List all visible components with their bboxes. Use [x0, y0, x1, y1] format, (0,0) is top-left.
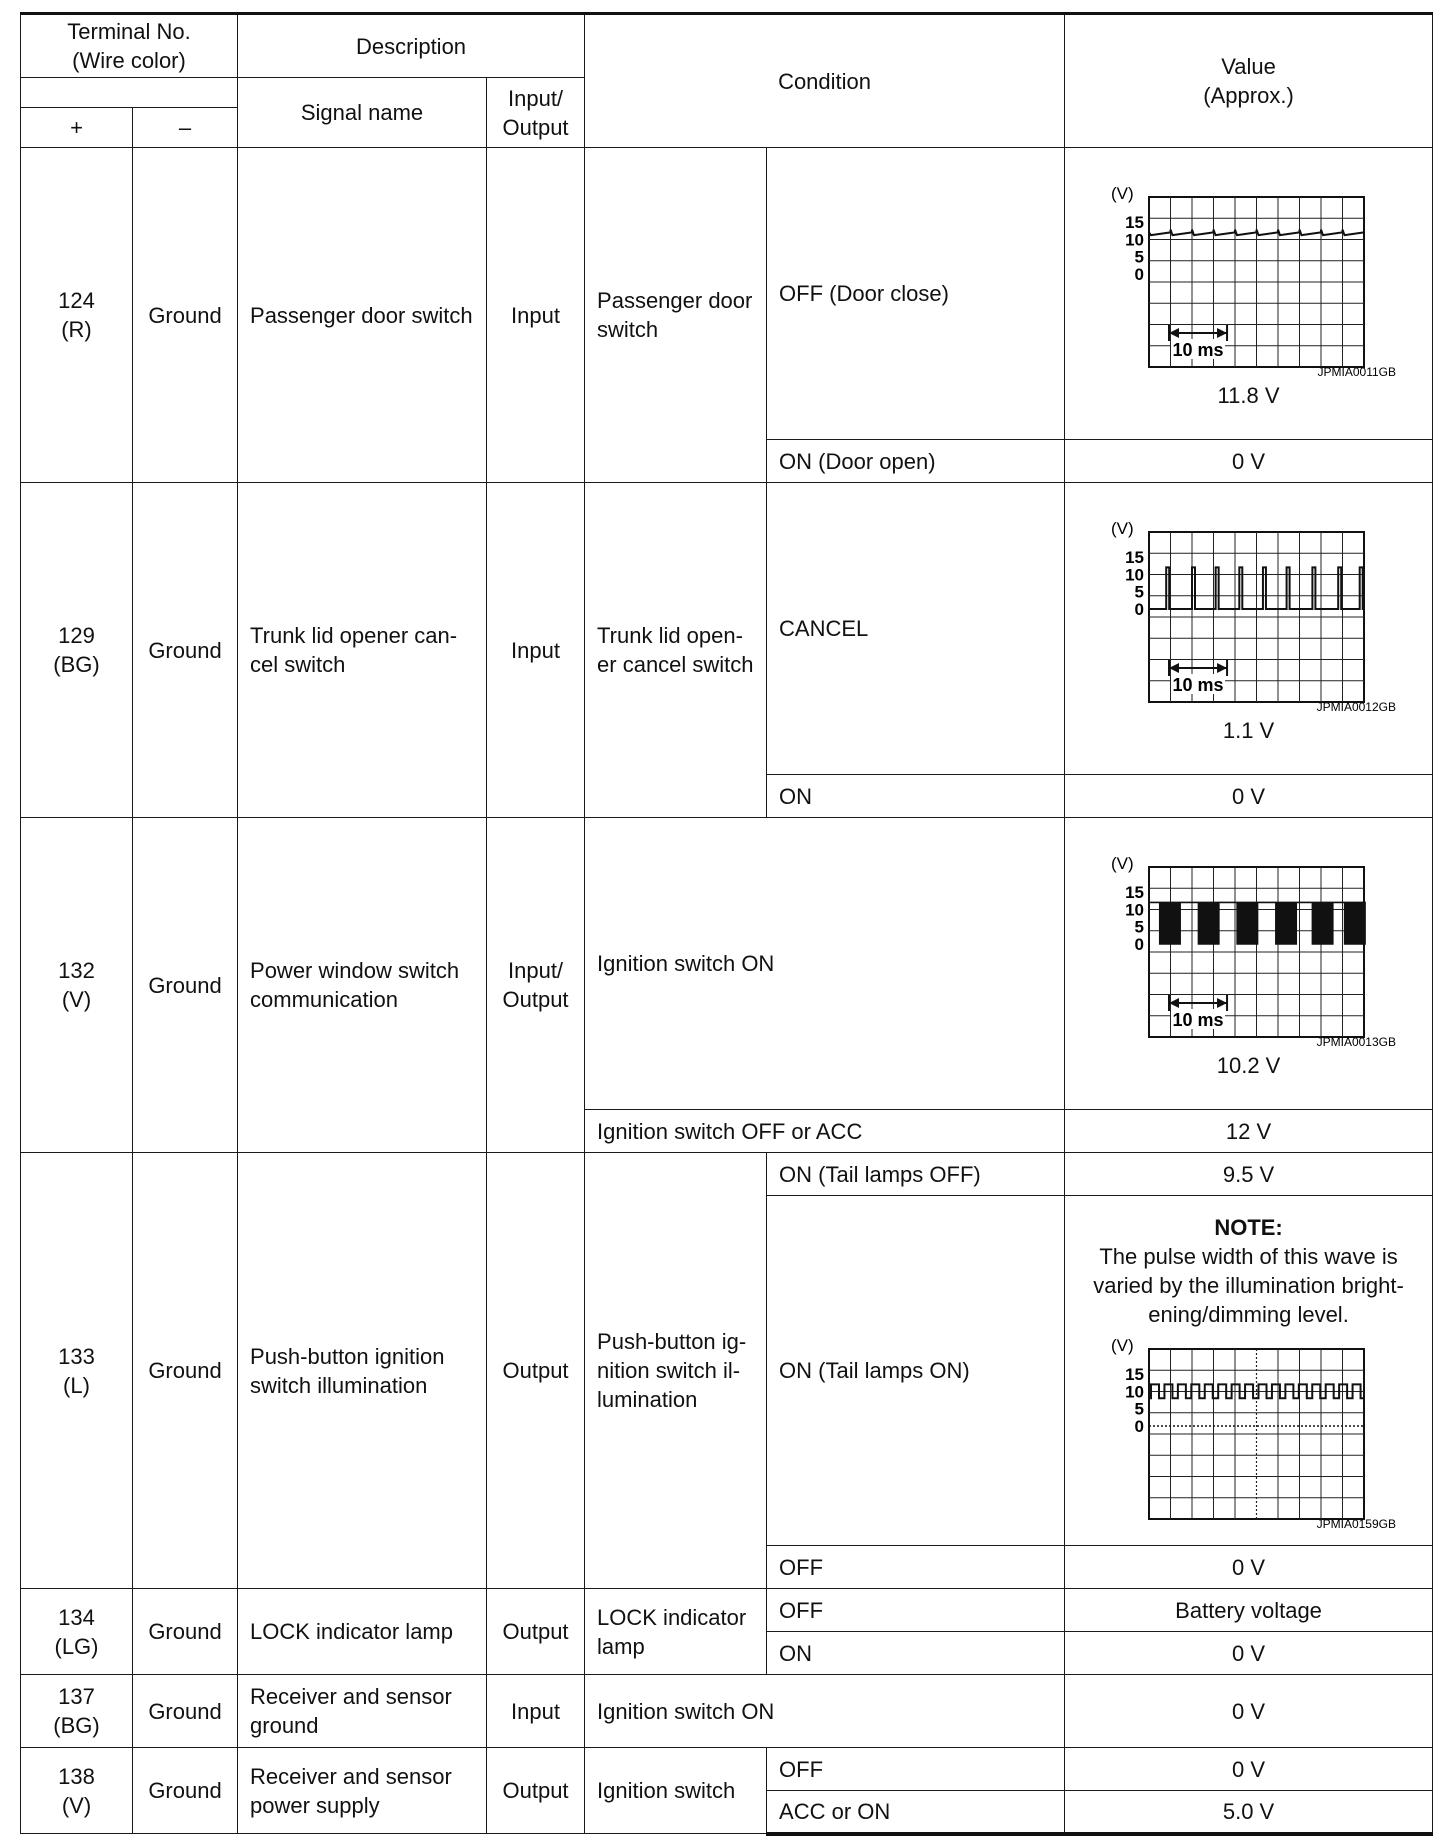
condition-124: Passenger door switch	[585, 148, 767, 483]
io-124: Input	[487, 148, 585, 483]
plus-header: +	[21, 108, 133, 148]
condition-129: Trunk lid open-er cancel switch	[585, 483, 767, 818]
value-138-off: 0 V	[1065, 1748, 1433, 1791]
waveform-124	[1099, 177, 1399, 377]
scope-tick-label: 5	[1134, 247, 1144, 267]
value-134-on: 0 V	[1065, 1632, 1433, 1675]
figure-id-label: JPMIA0013GB	[1316, 1035, 1396, 1047]
value-132-on: (V) 15 10 5 0 10 ms JPMIA0013GB 10.2 V	[1065, 818, 1433, 1110]
value-133-tail-off: 9.5 V	[1065, 1153, 1433, 1196]
terminal-132: 132 (V)	[21, 818, 133, 1153]
scope-tick-label: 10	[1124, 900, 1144, 920]
figure-id-label: JPMIA0159GB	[1316, 1516, 1396, 1529]
signal-133: Push-button ignition switch illumination	[238, 1153, 487, 1589]
waveform-129	[1099, 512, 1399, 712]
description-header: Description	[238, 14, 585, 78]
io-133: Output	[487, 1153, 585, 1589]
ground-129: Ground	[133, 483, 238, 818]
ground-133: Ground	[133, 1153, 238, 1589]
value-138-on: 5.0 V	[1065, 1791, 1433, 1834]
note-text: The pulse width of this wave is varied by the illumination bright-ening/dimming level.	[1093, 1243, 1404, 1327]
state-134-on: ON	[767, 1632, 1065, 1675]
scope-tick-label: 5	[1134, 1399, 1144, 1419]
note-title: NOTE:	[1214, 1214, 1283, 1240]
terminal-no-header-spacer	[21, 78, 238, 108]
condition-134: LOCK indicator lamp	[585, 1589, 767, 1675]
scope-tick-label: 0	[1134, 265, 1144, 284]
signal-134: LOCK indicator lamp	[238, 1589, 487, 1675]
scope-tick-label: 0	[1134, 1416, 1144, 1436]
scope-unit-label: (V)	[1110, 519, 1134, 538]
value-133-tail-on	[1065, 1196, 1433, 1546]
state-133-tail-off: ON (Tail lamps OFF)	[767, 1153, 1065, 1196]
io-132: Input/ Output	[487, 818, 585, 1153]
state-124-off: OFF (Door close)	[767, 148, 1065, 440]
ground-134: Ground	[133, 1589, 238, 1675]
scope-tick-label: 5	[1134, 917, 1144, 937]
scope-tick-label: 10	[1124, 1381, 1144, 1401]
scope-tick-label: 0	[1134, 600, 1144, 619]
scope-tick-label: 5	[1134, 582, 1144, 602]
scope-unit-label: (V)	[1110, 184, 1134, 203]
value-header: Value (Approx.)	[1065, 14, 1433, 148]
state-124-on: ON (Door open)	[767, 440, 1065, 483]
ground-132: Ground	[133, 818, 238, 1153]
state-138-on: ACC or ON	[767, 1791, 1065, 1834]
value-129-on: 0 V	[1065, 775, 1433, 818]
value-133-off: 0 V	[1065, 1546, 1433, 1589]
scope-time-label: 10 ms	[1172, 675, 1224, 695]
scope-tick-label: 10	[1124, 230, 1144, 250]
minus-header: –	[133, 108, 238, 148]
state-132-off: Ignition switch OFF or ACC	[585, 1110, 1065, 1153]
scope-tick-label: 0	[1134, 935, 1144, 954]
waveform-132	[1099, 847, 1399, 1047]
terminal-138: 138 (V)	[21, 1748, 133, 1834]
signal-124: Passenger door switch	[238, 148, 487, 483]
io-134: Output	[487, 1589, 585, 1675]
scope-tick-label: 15	[1124, 1364, 1144, 1384]
condition-133: Push-button ig-nition switch il-lumination	[585, 1153, 767, 1589]
figure-id-label: JPMIA0012GB	[1316, 700, 1396, 712]
ground-138: Ground	[133, 1748, 238, 1834]
state-129-cancel: CANCEL	[767, 483, 1065, 775]
signal-129: Trunk lid opener can-cel switch	[238, 483, 487, 818]
input-output-header: Input/ Output	[487, 78, 585, 148]
condition-138: Ignition switch	[585, 1748, 767, 1834]
io-129: Input	[487, 483, 585, 818]
state-132-on: Ignition switch ON	[585, 818, 1065, 1110]
state-129-on: ON	[767, 775, 1065, 818]
ground-124: Ground	[133, 148, 238, 483]
scope-tick-label: 15	[1124, 548, 1144, 567]
scope-unit-label: (V)	[1110, 1335, 1134, 1355]
condition-137: Ignition switch ON	[585, 1675, 1065, 1748]
terminal-137: 137 (BG)	[21, 1675, 133, 1748]
value-129-cancel: (V) 15 10 5 0 10 ms JPMIA0012GB 1.1 V	[1065, 483, 1433, 775]
value-137: 0 V	[1065, 1675, 1433, 1748]
terminal-124: 124 (R)	[21, 148, 133, 483]
signal-138: Receiver and sensor power supply	[238, 1748, 487, 1834]
scope-tick-label: 10	[1124, 565, 1144, 585]
state-138-off: OFF	[767, 1748, 1065, 1791]
state-134-off: OFF	[767, 1589, 1065, 1632]
condition-header: Condition	[585, 14, 1065, 148]
ground-137: Ground	[133, 1675, 238, 1748]
scope-time-label: 10 ms	[1172, 340, 1224, 360]
value-132-off: 12 V	[1065, 1110, 1433, 1153]
scope-tick-label: 15	[1124, 883, 1144, 902]
waveform-133	[1099, 1329, 1399, 1529]
signal-name-header: Signal name	[238, 78, 487, 148]
state-133-tail-on: ON (Tail lamps ON)	[767, 1196, 1065, 1546]
terminal-134: 134 (LG)	[21, 1589, 133, 1675]
scope-unit-label: (V)	[1110, 854, 1134, 873]
scope-waveform	[1149, 902, 1365, 944]
scope-tick-label: 15	[1124, 213, 1144, 232]
io-138: Output	[487, 1748, 585, 1834]
terminal-129: 129 (BG)	[21, 483, 133, 818]
io-137: Input	[487, 1675, 585, 1748]
state-133-off: OFF	[767, 1546, 1065, 1589]
terminal-133: 133 (L)	[21, 1153, 133, 1589]
signal-137: Receiver and sensor ground	[238, 1675, 487, 1748]
terminal-no-header: Terminal No. (Wire color)	[21, 14, 238, 78]
value-134-off: Battery voltage	[1065, 1589, 1433, 1632]
scope-time-label: 10 ms	[1172, 1010, 1224, 1030]
value-124-on: 0 V	[1065, 440, 1433, 483]
terminal-spec-table	[20, 12, 1433, 1836]
value-124-off: (V) 15 10 5 0 10 ms JPMIA0011GB 11.8 V	[1065, 148, 1433, 440]
signal-132: Power window switch communication	[238, 818, 487, 1153]
figure-id-label: JPMIA0011GB	[1317, 365, 1396, 377]
